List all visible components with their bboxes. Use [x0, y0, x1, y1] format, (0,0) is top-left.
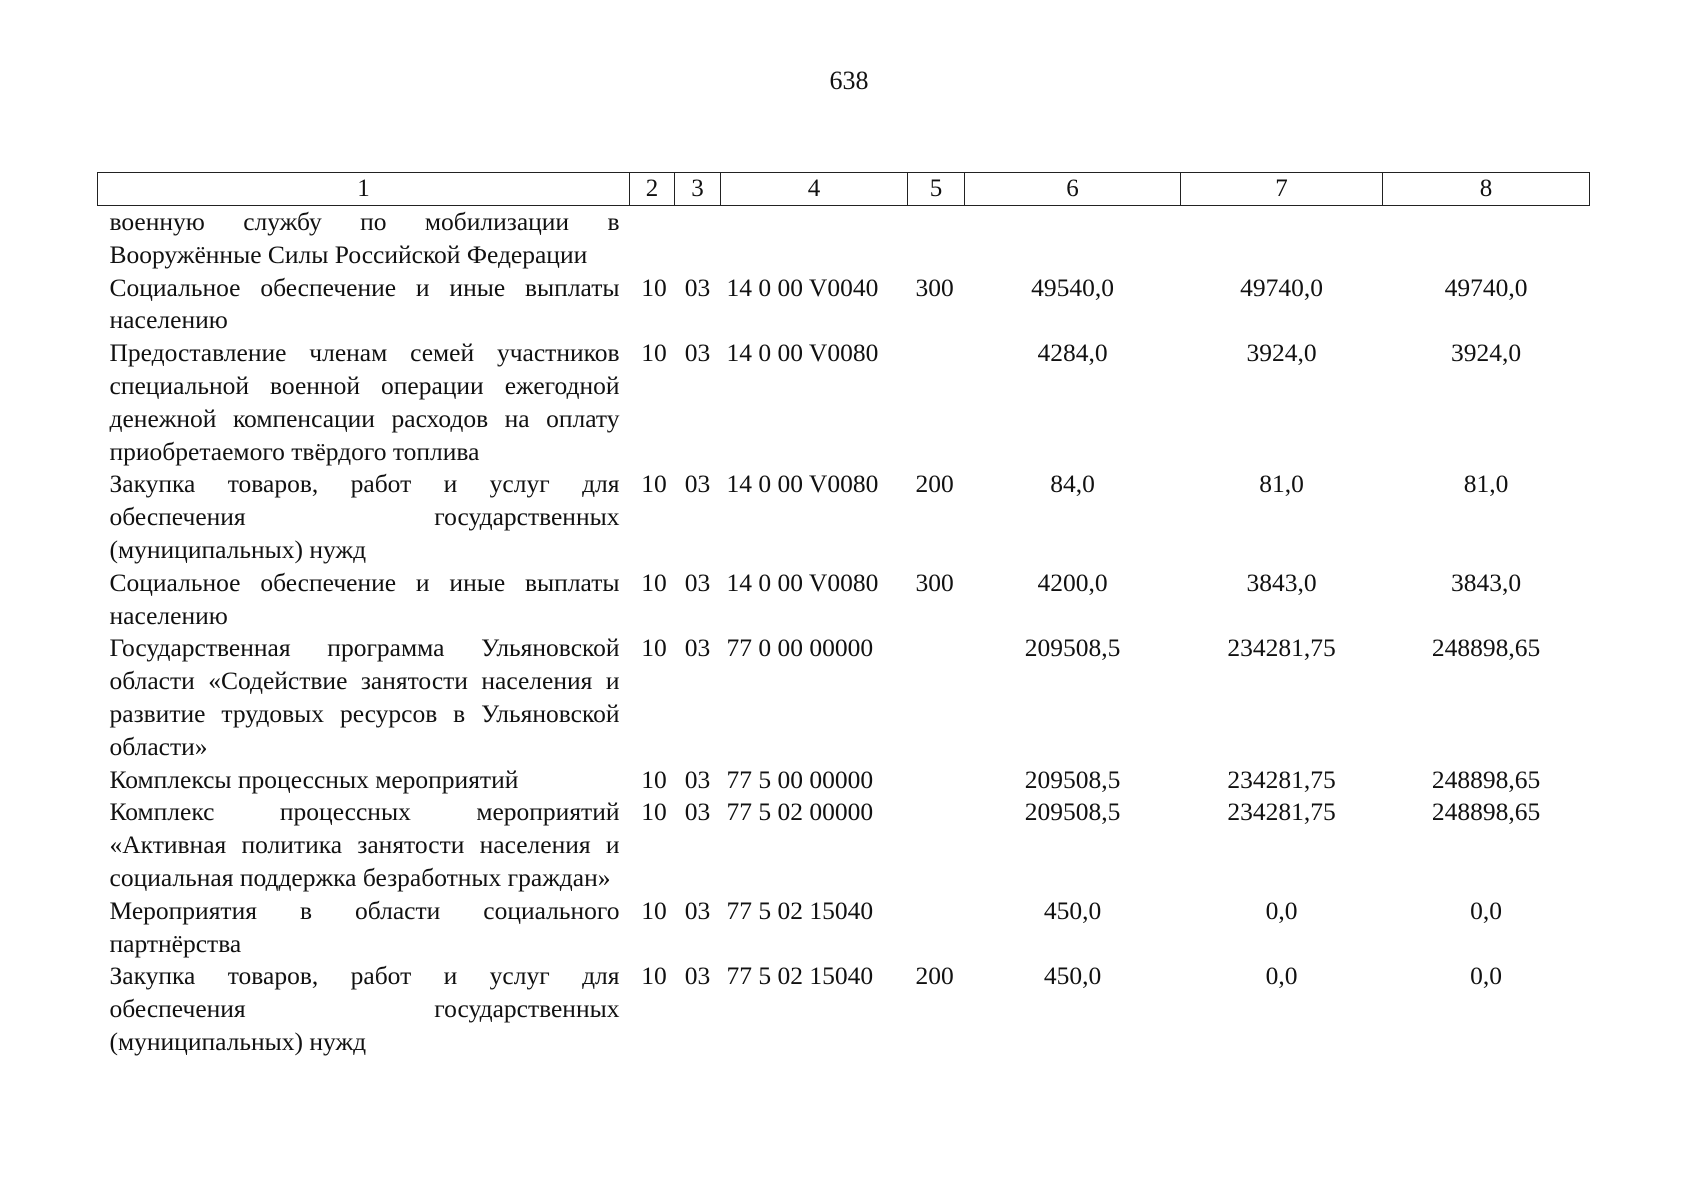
- expense-type-cell: [908, 895, 965, 961]
- table-row: [98, 764, 1590, 797]
- amount-col7-cell: 81,0: [1259, 469, 1304, 499]
- subsection-code-cell: 03: [684, 764, 711, 794]
- subsection-code-cell: 03: [684, 961, 711, 991]
- amount-col6-cell: 4200,0: [1037, 567, 1108, 597]
- amount-col8-cell: 248898,65: [1431, 797, 1541, 827]
- target-article-cell: 14 0 00 V0080: [726, 469, 879, 499]
- table-row: [98, 632, 1590, 763]
- row-name-cell: военную службу по мобилизации в Вооружённые Силы Российской Федерации: [109, 207, 620, 269]
- subsection-code-cell: 03: [684, 797, 711, 827]
- row-name-cell: Закупка товаров, работ и услуг для обеспечения государственных (муниципальных) нужд: [109, 961, 620, 1056]
- table-row: [98, 567, 1590, 633]
- expense-type-cell: 300: [915, 272, 954, 302]
- expense-type-cell: [908, 632, 965, 763]
- subsection-code-cell: 03: [684, 895, 711, 925]
- amount-col8-cell: 248898,65: [1431, 633, 1541, 663]
- target-article-cell: 77 5 02 00000: [726, 797, 874, 827]
- table-row: [98, 960, 1590, 1058]
- amount-col6-cell: 209508,5: [1024, 633, 1121, 663]
- row-name-cell: Социальное обеспечение и иные выплаты населению: [109, 272, 620, 335]
- expense-type-cell: [908, 764, 965, 797]
- section-code-cell: 10: [641, 633, 667, 663]
- subsection-code-cell: 03: [684, 469, 711, 499]
- page-number: 638: [829, 66, 869, 95]
- subsection-code-cell: 03: [684, 633, 711, 663]
- amount-col7-cell: [1181, 206, 1383, 272]
- section-code-cell: 10: [641, 961, 667, 991]
- header-cell-4: 4: [721, 173, 908, 206]
- amount-col7-cell: 234281,75: [1227, 764, 1336, 794]
- expense-type-cell: 300: [915, 567, 954, 597]
- header-cell-8: 8: [1383, 173, 1590, 206]
- section-code-cell: 10: [641, 567, 667, 597]
- amount-col6-cell: [965, 206, 1181, 272]
- amount-col7-cell: 3843,0: [1246, 567, 1317, 597]
- section-code-cell: 10: [641, 797, 667, 827]
- row-name-cell: Комплексы процессных мероприятий: [109, 764, 519, 794]
- target-article-cell: 77 5 02 15040: [726, 961, 874, 991]
- expense-type-cell: [908, 796, 965, 894]
- header-cell-3: 3: [675, 173, 721, 206]
- section-code-cell: 10: [641, 764, 667, 794]
- expense-type-cell: 200: [915, 469, 954, 499]
- amount-col8-cell: 3843,0: [1450, 567, 1522, 597]
- amount-col8-cell: 81,0: [1463, 469, 1509, 499]
- target-article-cell: 77 0 00 00000: [726, 633, 874, 663]
- section-code-cell: [630, 206, 675, 272]
- table-body: [98, 206, 1590, 1059]
- target-article-cell: 14 0 00 V0080: [726, 338, 879, 368]
- amount-col8-cell: 0,0: [1470, 961, 1502, 991]
- amount-col7-cell: 234281,75: [1227, 633, 1336, 663]
- amount-col8-cell: [1383, 206, 1590, 272]
- subsection-code-cell: 03: [684, 272, 711, 302]
- subsection-code-cell: 03: [684, 338, 711, 368]
- section-code-cell: 10: [641, 895, 667, 925]
- section-code-cell: 10: [641, 469, 667, 499]
- amount-col7-cell: 49740,0: [1240, 272, 1323, 302]
- amount-col8-cell: 248898,65: [1431, 764, 1541, 794]
- expense-type-cell: 200: [915, 961, 954, 991]
- row-name-cell: Социальное обеспечение и иные выплаты населению: [109, 567, 620, 630]
- amount-col6-cell: 209508,5: [1024, 764, 1121, 794]
- header-row: [98, 173, 1590, 206]
- section-code-cell: 10: [641, 338, 667, 368]
- amount-col8-cell: 3924,0: [1450, 338, 1522, 368]
- row-name-cell: Мероприятия в области социального партнёрства: [109, 895, 620, 958]
- section-code-cell: 10: [641, 272, 667, 302]
- amount-col8-cell: 49740,0: [1444, 272, 1528, 302]
- amount-col7-cell: 0,0: [1265, 895, 1298, 925]
- budget-table: [97, 172, 1590, 1059]
- amount-col6-cell: 4284,0: [1037, 338, 1108, 368]
- header-cell-6: 6: [965, 173, 1181, 206]
- header-cell-2: 2: [630, 173, 675, 206]
- amount-col6-cell: 209508,5: [1024, 797, 1121, 827]
- expense-type-cell: [908, 337, 965, 468]
- table-row: [98, 272, 1590, 338]
- amount-col7-cell: 3924,0: [1246, 338, 1317, 368]
- target-article-cell: 14 0 00 V0080: [726, 567, 879, 597]
- amount-col6-cell: 450,0: [1043, 895, 1102, 925]
- amount-col8-cell: 0,0: [1470, 895, 1502, 925]
- header-cell-1: 1: [98, 173, 630, 206]
- target-article-cell: 14 0 00 V0040: [726, 272, 879, 302]
- table-row: [98, 337, 1590, 468]
- amount-col6-cell: 49540,0: [1031, 272, 1114, 302]
- row-name-cell: Предоставление членам семей участников специальной военной операции ежегодной денежной компенсации расходов на оплату приобретаемого твёрдого топлива: [109, 338, 620, 466]
- amount-col7-cell: 0,0: [1265, 961, 1298, 991]
- table-row: [98, 206, 1590, 272]
- subsection-code-cell: 03: [684, 567, 711, 597]
- amount-col6-cell: 450,0: [1043, 961, 1102, 991]
- target-article-cell: 77 5 00 00000: [726, 764, 874, 794]
- header-cell-7: 7: [1181, 173, 1383, 206]
- table-row: [98, 468, 1590, 566]
- subsection-code-cell: [675, 206, 721, 272]
- row-name-cell: Комплекс процессных мероприятий «Активная политика занятости населения и социальная поддержка безработных граждан»: [109, 797, 620, 892]
- amount-col7-cell: 234281,75: [1227, 797, 1336, 827]
- amount-col6-cell: 84,0: [1050, 469, 1095, 499]
- table-row: [98, 895, 1590, 961]
- row-name-cell: Государственная программа Ульяновской области «Содействие занятости населения и развитие трудовых ресурсов в Ульяновской области»: [109, 633, 620, 761]
- target-article-cell: 77 5 02 15040: [726, 895, 874, 925]
- table-row: [98, 796, 1590, 894]
- expense-type-cell: [908, 206, 965, 272]
- target-article-cell: [721, 206, 908, 272]
- header-cell-5: 5: [908, 173, 965, 206]
- row-name-cell: Закупка товаров, работ и услуг для обеспечения государственных (муниципальных) нужд: [109, 469, 620, 564]
